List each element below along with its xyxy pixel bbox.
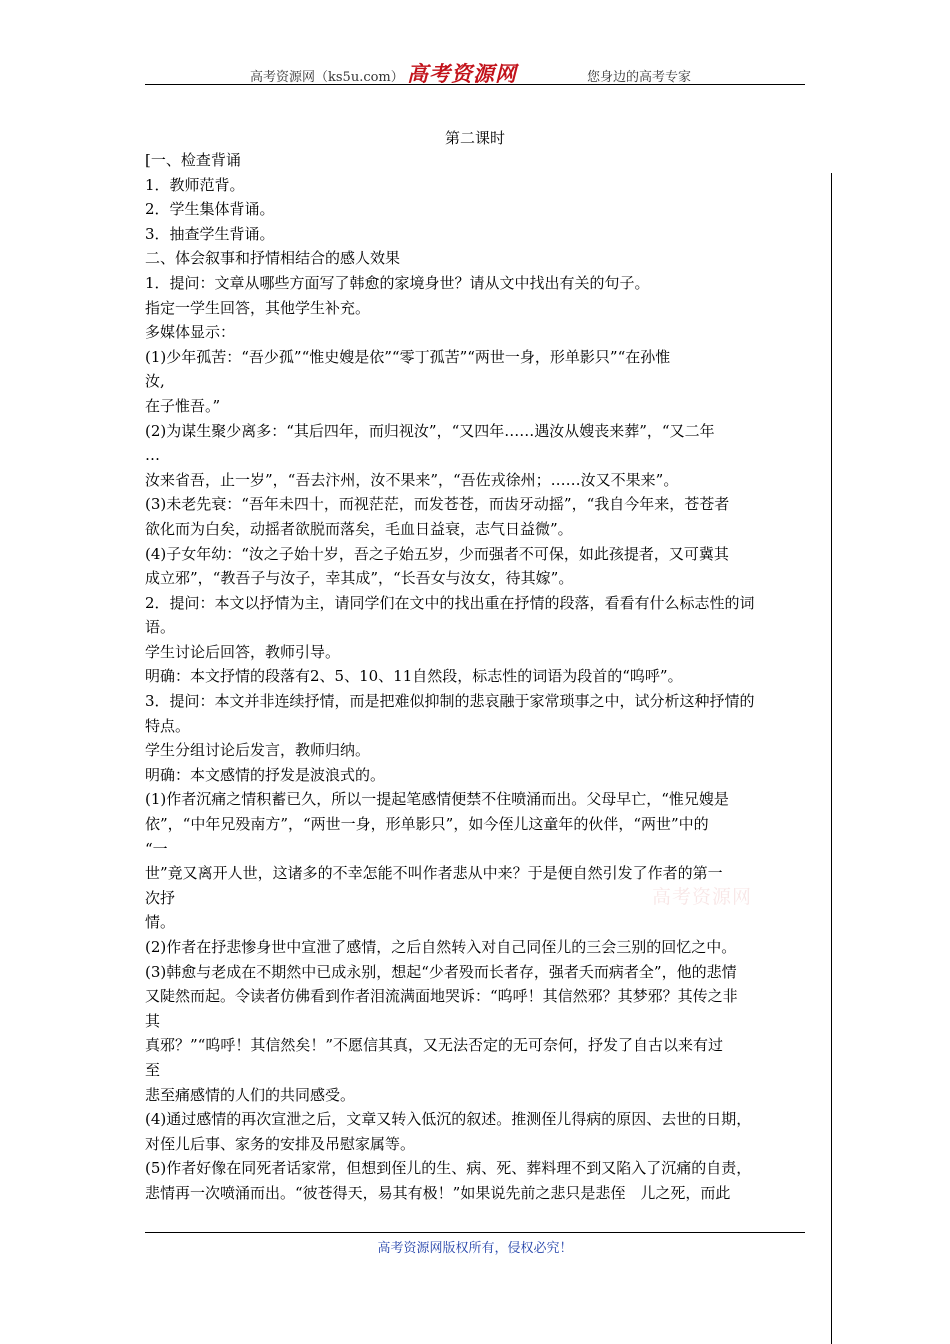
text-line: 欲化而为白矣，动摇者欲脱而落矣，毛血日益衰，志气日益微”。: [145, 519, 573, 538]
text-line: 1．提问：文章从哪些方面写了韩愈的家境身世？请从文中找出有关的句子。: [145, 273, 650, 292]
text-line: 至: [145, 1060, 161, 1079]
margin-line: [831, 173, 832, 1344]
text-line: 明确：本文抒情的段落有2、5、10、11自然段，标志性的词语为段首的“呜呼”。: [145, 667, 683, 686]
text-line: (1)少年孤苦：“吾少孤”“惟史嫂是依”“零丁孤苦”“两世一身，形单影只”“在孙惟: [145, 347, 671, 366]
text-line: 3．抽查学生背诵。: [145, 224, 275, 243]
text-line: “一: [145, 839, 168, 858]
text-line: 汝,: [145, 372, 165, 391]
text-line: 明确：本文感情的抒发是波浪式的。: [145, 765, 386, 784]
text-line: 学生分组讨论后发言，教师归纳。: [145, 741, 371, 760]
text-line: 3．提问：本文并非连续抒情，而是把难似抑制的悲哀融于家常琐事之中，试分析这种抒情的: [145, 692, 755, 711]
text-line: 2．提问：本文以抒情为主，请同学们在文中的找出重在抒情的段落，看看有什么标志性的词: [145, 593, 755, 612]
text-line: 学生讨论后回答，教师引导。: [145, 642, 341, 661]
header-slogan: 您身边的高考专家: [587, 70, 692, 85]
text-line: 次抒: [145, 888, 176, 907]
text-line: 情。: [145, 913, 176, 932]
text-line: (3)未老先衰：“吾年未四十，而视茫茫，而发苍苍，而齿牙动摇”，“我自今年来，苍苍者: [145, 495, 730, 514]
watermark: 高考资源网: [652, 886, 753, 908]
text-line: 指定一学生回答，其他学生补充。: [145, 298, 371, 317]
text-line: 汝来省吾，止一岁”，“吾去汴州，汝不果来”，“吾佐戎徐州；……汝又不果来”。: [145, 470, 679, 489]
text-line: 悲情再一次喷涌而出。“彼苍得天，易其有极！”如果说先前之悲只是悲侄 儿之死，而此: [145, 1183, 731, 1202]
footer-rule: [145, 1232, 805, 1233]
text-line: (1)作者沉痛之情积蓄已久，所以一提起笔感情便禁不住喷涌而出。父母早亡，“惟兄嫂是: [145, 790, 729, 809]
text-line: [一、检查背诵: [145, 151, 241, 169]
text-line: 对侄儿后事、家务的安排及吊慰家属等。: [145, 1134, 416, 1153]
text-line: 1．教师范背。: [145, 175, 245, 194]
text-line: 世”竟又离开人世，这诸多的不幸怎能不叫作者悲从中来？于是便自然引发了作者的第一: [145, 864, 723, 883]
text-line: 语。: [145, 618, 176, 637]
text-line: …: [145, 446, 160, 465]
text-line: 又陡然而起。令读者仿佛看到作者泪流满面地哭诉：“呜呼！其信然邪？其梦邪？其传之非: [145, 987, 738, 1006]
text-line: (4)通过感情的再次宣泄之后，文章又转入低沉的叙述。推测侄儿得病的原因、去世的日期，: [145, 1110, 752, 1129]
text-line: 成立邪”，“教吾子与汝子，幸其成”，“长吾女与汝女，待其嫁”。: [145, 569, 574, 588]
site-logo: 高考资源网: [407, 61, 517, 86]
text-line: (2)作者在抒悲惨身世中宣泄了感情，之后自然转入对自己同侄儿的三会三别的回忆之中。: [145, 938, 737, 956]
text-line: (2)为谋生聚少离多：“其后四年，而归视汝”，“又四年……遇汝从嫂丧来葬”，“又二年: [145, 421, 715, 440]
text-line: 依”，“中年兄殁南方”，“两世一身，形单影只”，如今侄儿这童年的伙伴，“两世”中的: [145, 815, 709, 834]
text-line: 在子惟吾。”: [145, 396, 221, 415]
text-line: (5)作者好像在同死者话家常，但想到侄儿的生、病、死、葬料理不到又陷入了沉痛的自责，: [145, 1159, 752, 1178]
header-site-name: 高考资源网（ks5u.com）: [250, 70, 404, 85]
text-line: 悲至痛感情的人们的共同感受。: [145, 1085, 356, 1104]
footer-copyright: 高考资源网版权所有，侵权必究！: [377, 1241, 573, 1256]
document-body: [145, 148, 810, 1206]
text-line: (4)子女年幼：“汝之子始十岁，吾之子始五岁，少而强者不可保，如此孩提者，又可冀其: [145, 544, 729, 563]
text-line: 2．学生集体背诵。: [145, 200, 275, 219]
text-line: 二、体会叙事和抒情相结合的感人效果: [145, 249, 401, 268]
text-line: 真邪？”“呜呼！其信然矣！”不愿信其真，又无法否定的无可奈何，抒发了自古以来有过: [145, 1036, 724, 1055]
page-title: 第二课时: [444, 129, 505, 147]
page-header: [145, 58, 805, 86]
text-line: 其: [145, 1011, 161, 1030]
header-rule: [145, 84, 805, 85]
text-line: (3)韩愈与老成在不期然中已成永别，想起“少者殁而长者存，强者夭而病者全”，他的悲情: [145, 962, 737, 981]
text-line: 特点。: [145, 716, 191, 735]
text-line: 多媒体显示：: [145, 323, 236, 342]
